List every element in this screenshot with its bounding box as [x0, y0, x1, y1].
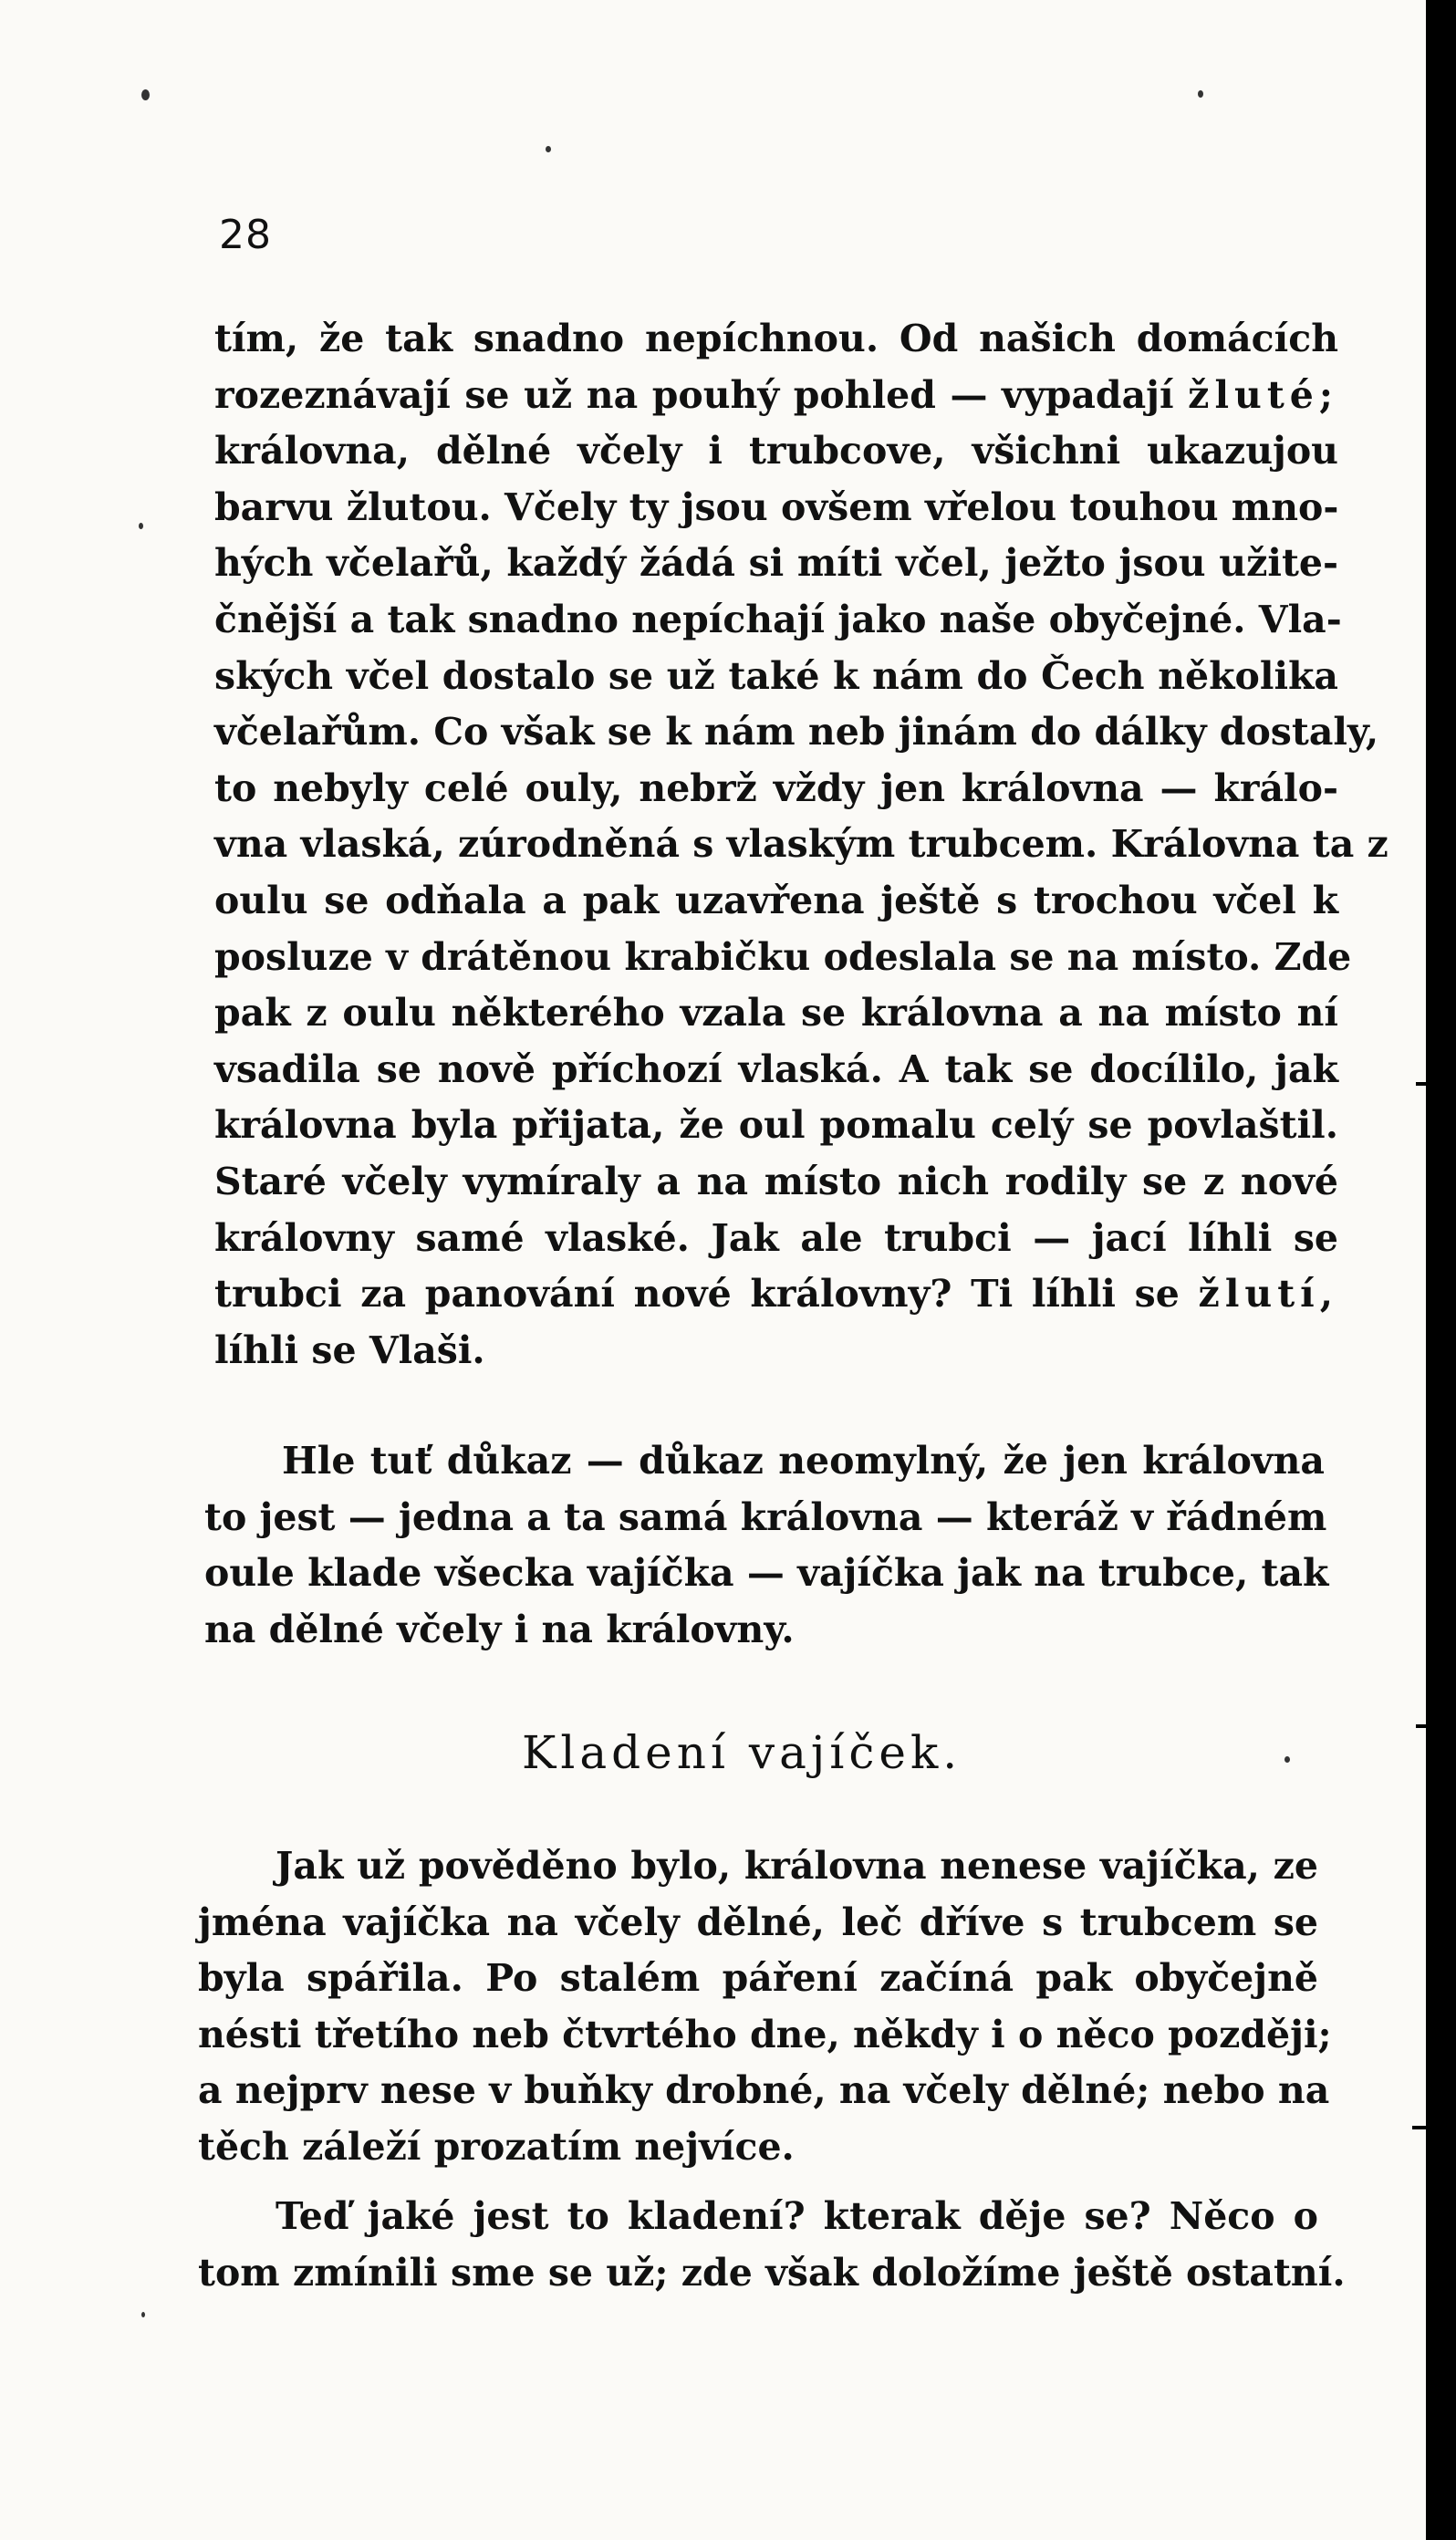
paragraph-2	[204, 1433, 1329, 1658]
paragraph-line: jména vajíčka na včely dělné, leč dříve s trubcem se	[198, 1900, 1318, 1944]
paragraph-line: vna vlaská, zúrodněná s vlaským trubcem. Královna ta z	[214, 822, 1388, 867]
scan-edge	[1426, 0, 1456, 2540]
paragraph-line: to jest — jedna a ta samá královna — kteráž v řádném	[204, 1494, 1327, 1539]
page-number: 28	[219, 212, 272, 258]
emphasized-word: žlutí,	[1198, 1272, 1338, 1317]
paragraph-line: královny samé vlaské. Jak ale trubci — jací líhli se	[214, 1215, 1338, 1260]
paragraph-line	[214, 368, 1338, 424]
paragraph-line: barvu žlutou. Včely ty jsou ovšem vřelou touhou mno-	[214, 484, 1339, 529]
section-heading: Kladení vajíček.	[522, 1726, 962, 1779]
paragraph-line	[214, 1266, 1338, 1323]
paragraph-line: Staré včely vymíraly a na místo nich rodily se z nové	[214, 1159, 1338, 1203]
paragraph-line: na dělné včely i na královny.	[204, 1607, 795, 1651]
scan-speck	[1198, 90, 1203, 98]
scan-speck	[139, 523, 143, 529]
paragraph-line: Teď jaké jest to kladení? kterak děje se? Něco o	[276, 2194, 1318, 2238]
paragraph-line: včelařům. Co však se k nám neb jinám do dálky dostaly,	[214, 710, 1379, 755]
paragraph-line: vsadila se nově příchozí vlaská. A tak se docílilo, jak	[214, 1046, 1338, 1091]
line-text: rozeznávají se už na pouhý pohled — vypadají	[214, 372, 1174, 417]
paragraph-line: oule klade všecka vajíčka — vajíčka jak na trubce, tak	[204, 1551, 1329, 1596]
paragraph-line: královna byla přijata, že oul pomalu celý se povlaštil.	[214, 1103, 1338, 1148]
line-text: trubci za panování nové královny? Ti líhli se	[214, 1272, 1180, 1317]
paragraph-1	[214, 311, 1388, 1379]
paragraph-line: pak z oulu některého vzala se královna a na místo ní	[214, 991, 1338, 1036]
paragraph-line: tím, že tak snadno nepíchnou. Od našich domácích	[214, 317, 1338, 360]
paragraph-line: hých včelařů, každý žádá si míti včel, ježto jsou užite-	[214, 541, 1338, 586]
paragraph-line: Hle tuť důkaz — důkaz neomylný, že jen královna	[282, 1439, 1325, 1483]
scan-edge-mark	[1412, 2126, 1432, 2129]
paragraph-3	[198, 1838, 1332, 2176]
paragraph-line: oulu se odňala a pak uzavřena ještě s trochou včel k	[214, 878, 1338, 922]
scan-edge-mark	[1416, 1724, 1432, 1728]
paragraph-line: čnější a tak snadno nepíchají jako naše obyčejné. Vla-	[214, 597, 1342, 641]
emphasized-word: žluté;	[1188, 372, 1338, 417]
paragraph-line: tom zmínili sme se už; zde však doložíme ještě ostatní.	[198, 2250, 1346, 2295]
paragraph-line: byla spářila. Po stalém páření začíná pak obyčejně	[198, 1956, 1318, 2001]
paragraph-line: těch záleží prozatím nejvíce.	[198, 2124, 795, 2169]
paragraph-line: královna, dělné včely i trubcove, všichni ukazujou	[214, 429, 1338, 474]
paragraph-line: posluze v drátěnou krabičku odeslala se na místo. Zde	[214, 934, 1352, 979]
scan-speck	[141, 2312, 145, 2317]
paragraph-line: nésti třetího neb čtvrtého dne, někdy i o něco později;	[198, 2012, 1332, 2056]
paragraph-line: a nejprv nese v buňky drobné, na včely dělné; nebo na	[198, 2068, 1330, 2113]
paragraph-line: Jak už pověděno bylo, královna nenese vajíčka, ze	[276, 1844, 1318, 1888]
scan-edge-mark	[1416, 1082, 1432, 1086]
scan-speck	[546, 146, 551, 152]
paragraph-line: ských včel dostalo se už také k nám do Čech několika	[214, 653, 1338, 698]
paragraph-line: to nebyly celé ouly, nebrž vždy jen královna — králo-	[214, 765, 1338, 810]
scan-speck	[141, 89, 150, 100]
scan-speck	[1284, 1756, 1290, 1763]
paragraph-line: líhli se Vlaši.	[214, 1327, 485, 1372]
paragraph-4	[198, 2189, 1346, 2301]
